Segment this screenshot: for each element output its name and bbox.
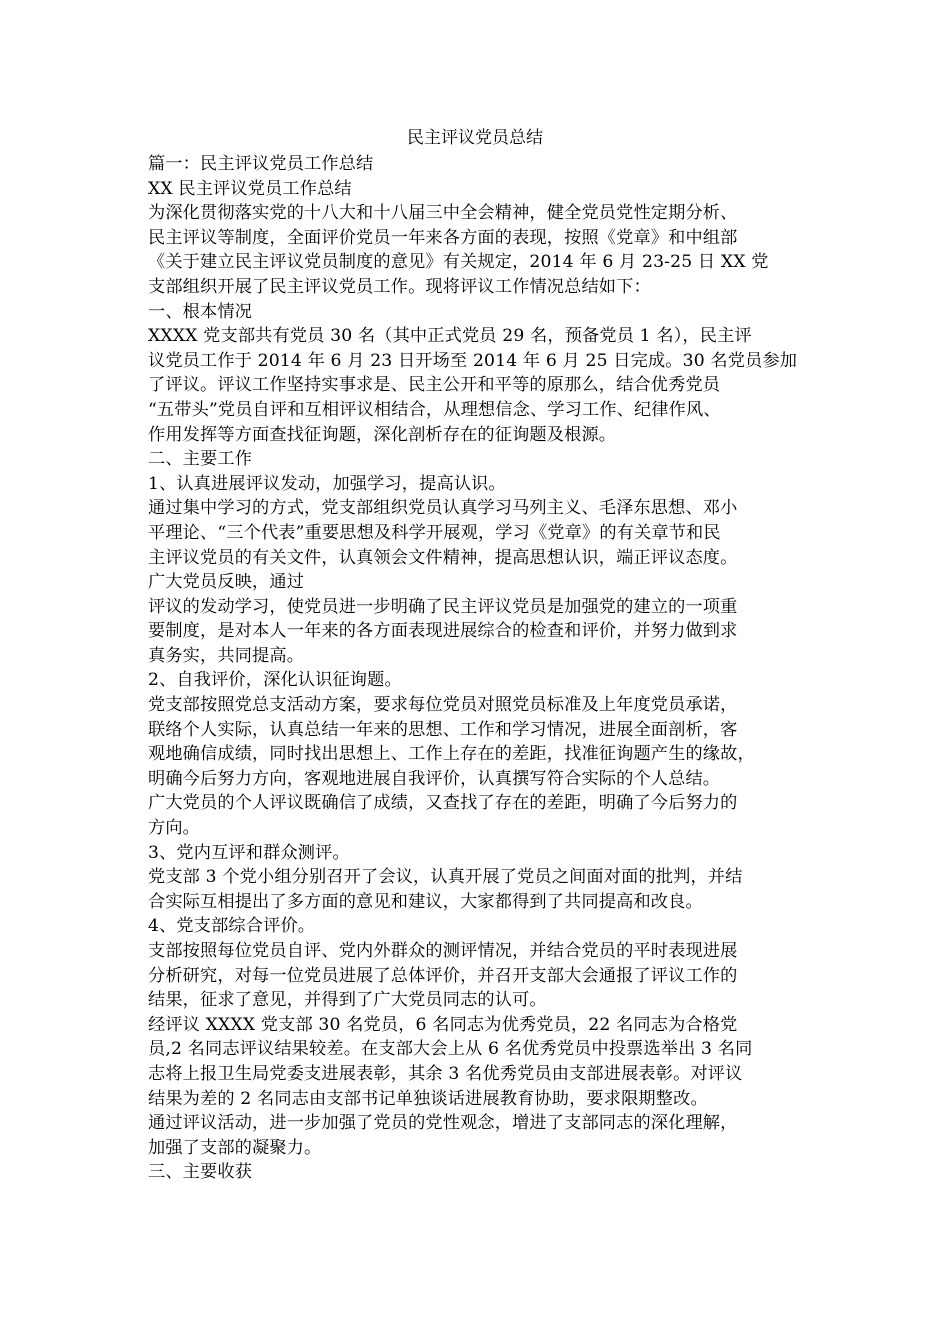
text-line: 二、主要工作 (148, 449, 253, 470)
document-title: 民主评议党员总结 (407, 128, 543, 148)
paragraph (148, 668, 810, 693)
text-line: 通过集中学习的方式，党支部组织党员认真学习马列主义、毛泽东思想、邓小 (148, 498, 738, 519)
text-line: 通过评议活动，进一步加强了党员的党性观念，增进了支部同志的深化理解， (148, 1113, 738, 1134)
text-line: XXXX 党支部共有党员 30 名（其中正式党员 29 名，预备党员 1 名），民主评 (148, 326, 752, 347)
text-line: 员,2 名同志评议结果较差。在支部大会上从 6 名优秀党员中投票选举出 3 名同 (148, 1039, 753, 1060)
paragraph (148, 152, 810, 177)
paragraph (148, 447, 810, 472)
text-line: 4、党支部综合评价。 (148, 916, 316, 937)
paragraph (148, 841, 810, 866)
paragraph (148, 496, 810, 594)
text-line: 方向。 (148, 818, 201, 839)
text-line: 要制度，是对本人一年来的各方面表现进展综合的检查和评价，并努力做到求 (148, 621, 738, 642)
text-line: 为深化贯彻落实党的十八大和十八届三中全会精神，健全党员党性定期分析、 (148, 203, 738, 224)
text-line: 真务实，共同提高。 (148, 645, 305, 666)
text-line: 议党员工作于 2014 年 6 月 23 日开场至 2014 年 6 月 25 日完成。30 名党员参加 (148, 350, 798, 371)
text-line: 联络个人实际，认真总结一年来的思想、工作和学习情况，进展全面剖析，客 (148, 719, 738, 740)
text-line: 作用发挥等方面查找征询题，深化剖析存在的征询题及根源。 (148, 424, 617, 445)
text-line: 支部组织开展了民主评议党员工作。现将评议工作情况总结如下： (148, 276, 651, 297)
paragraph (148, 693, 810, 791)
text-line: 了评议。评议工作坚持实事求是、民主公开和平等的原那么，结合优秀党员 (148, 375, 721, 396)
text-line: 经评议 XXXX 党支部 30 名党员，6 名同志为优秀党员，22 名同志为合格党 (148, 1014, 738, 1035)
paragraph (148, 865, 810, 914)
text-line: 评议的发动学习，使党员进一步明确了民主评议党员是加强党的建立的一项重 (148, 596, 738, 617)
text-line: 观地确信成绩，同时找出思想上、工作上存在的差距，找准征询题产生的缘故， (148, 744, 755, 765)
text-line: 合实际互相提出了多方面的意见和建议，大家都得到了共同提高和改良。 (148, 891, 703, 912)
text-line: 党支部 3 个党小组分别召开了会议，认真开展了党员之间面对面的批判，并结 (148, 867, 743, 888)
text-line: 结果为差的 2 名同志由支部书记单独谈话进展教育协助，要求限期整改。 (148, 1088, 708, 1109)
text-line: 篇一：民主评议党员工作总结 (148, 154, 374, 174)
paragraph (148, 1160, 810, 1185)
text-line: 3、党内互评和群众测评。 (148, 842, 350, 863)
paragraph (148, 595, 810, 669)
text-line: 三、主要收获 (148, 1162, 253, 1183)
paragraph (148, 1111, 810, 1160)
text-line: 《关于建立民主评议党员制度的意见》有关规定，2014 年 6 月 23-25 日 XX 党 (148, 252, 769, 273)
paragraph (148, 201, 810, 299)
text-line: “五带头”党员自评和互相评议相结合，从理想信念、学习工作、纪律作风、 (148, 399, 721, 420)
paragraph (148, 472, 810, 497)
text-line: 志将上报卫生局党委支进展表彰，其余 3 名优秀党员由支部进展表彰。对评议 (148, 1063, 743, 1084)
text-line: 平理论、“三个代表”重要思想及科学开展观，学习《党章》的有关章节和民 (148, 522, 721, 543)
text-line: 民主评议等制度，全面评价党员一年来各方面的表现，按照《党章》和中组部 (148, 227, 738, 248)
text-line: 一、根本情况 (148, 301, 253, 322)
paragraph (148, 324, 810, 447)
paragraph (148, 939, 810, 1013)
paragraph (148, 300, 810, 325)
text-line: 支部按照每位党员自评、党内外群众的测评情况，并结合党员的平时表现进展 (148, 941, 738, 961)
text-line: 分析研究，对每一位党员进展了总体评价，并召开支部大会通报了评议工作的 (148, 965, 738, 986)
text-line: 党支部按照党总支活动方案，要求每位党员对照党员标准及上年度党员承诺， (148, 695, 738, 716)
text-line: 结果，征求了意见，并得到了广大党员同志的认可。 (148, 990, 547, 1011)
paragraph (148, 791, 810, 840)
text-line: 明确今后努力方向，客观地进展自我评价，认真撰写符合实际的个人总结。 (148, 768, 721, 789)
text-line: 广大党员的个人评议既确信了成绩，又查找了存在的差距，明确了今后努力的 (148, 793, 738, 814)
text-line: 广大党员反映，通过 (148, 572, 305, 593)
text-line: 主评议党员的有关文件，认真领会文件精神，提高思想认识，端正评议态度。 (148, 547, 738, 568)
text-line: 加强了支部的凝聚力。 (148, 1137, 322, 1158)
paragraph (148, 914, 810, 939)
text-line: XX 民主评议党员工作总结 (148, 178, 352, 199)
text-line: 2、自我评价，深化认识征询题。 (148, 670, 402, 691)
paragraph (148, 1013, 810, 1111)
document-body (148, 152, 810, 1185)
paragraph (148, 177, 810, 202)
text-line: 1、认真进展评议发动，加强学习，提高认识。 (148, 473, 506, 494)
